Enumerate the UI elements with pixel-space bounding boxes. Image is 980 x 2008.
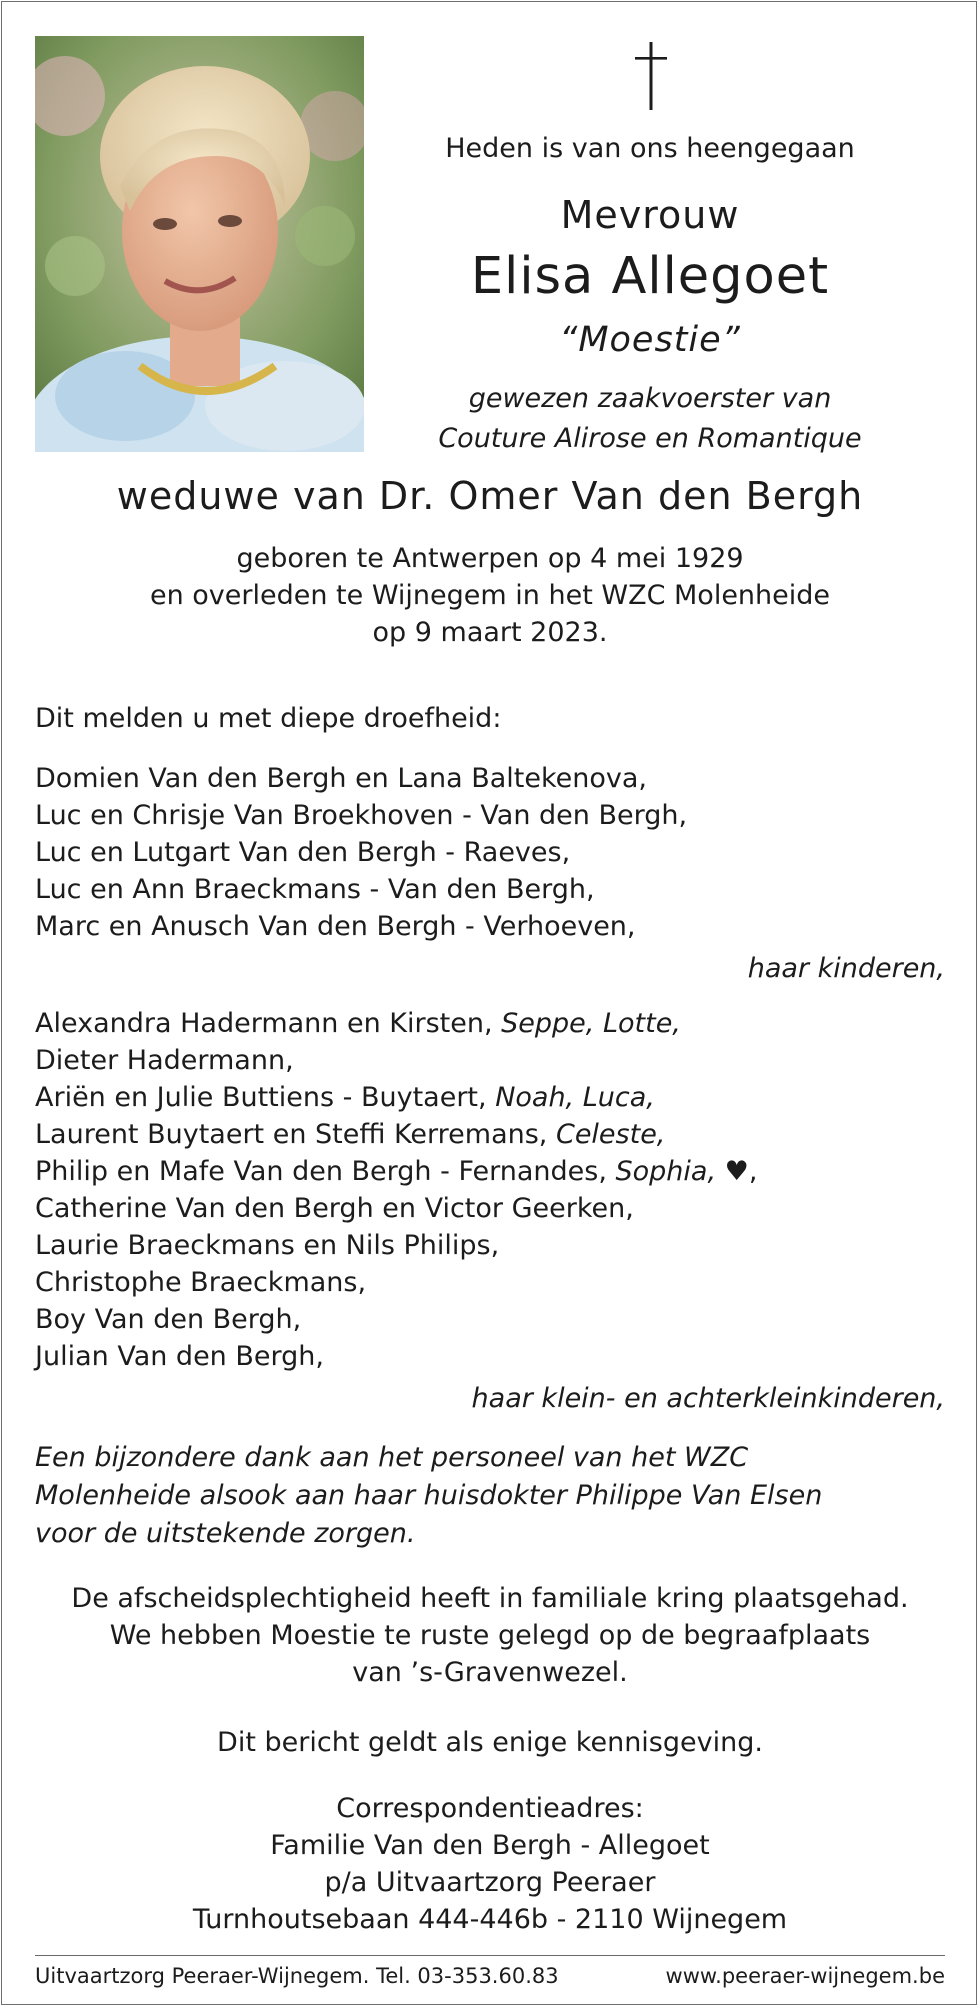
children-line: Luc en Lutgart Van den Bergh - Raeves, [35,837,571,868]
notice-text: Dit bericht geldt als enige kennisgeving. [217,1727,763,1758]
widow-line: weduwe van Dr. Omer Van den Bergh [116,474,864,518]
children-label: haar kinderen, [747,953,945,984]
grandchildren-line: Dieter Hadermann, [35,1045,294,1076]
correspondence-heading: Correspondentieadres: [336,1793,644,1824]
occupation-line-1: gewezen zaakvoerster van [468,383,832,414]
grandchildren-line: Alexandra Hadermann en Kirsten, Seppe, Lotte, [35,1008,681,1039]
birth-line-2: en overleden te Wijnegem in het WZC Molenheide [149,580,831,611]
correspondence-address: Turnhoutsebaan 444-446b - 2110 Wijnegem [192,1904,788,1935]
grandchildren-line: Philip en Mafe Van den Bergh - Fernandes, Sophia, ♥, [35,1156,758,1187]
children-line: Luc en Chrisje Van Broekhoven - Van den Bergh, [35,800,688,831]
ceremony-line: van ’s-Gravenwezel. [352,1657,628,1688]
footer-divider [35,1955,945,1956]
intro-text: Heden is van ons heengegaan [445,133,855,164]
children-line: Luc en Ann Braeckmans - Van den Bergh, [35,874,595,905]
grandchildren-line: Boy Van den Bergh, [35,1304,302,1335]
footer-website-link[interactable]: www.peeraer-wijnegem.be [665,1964,945,1988]
grandchildren-label: haar klein- en achterkleinkinderen, [471,1383,945,1414]
grandchildren-line: Catherine Van den Bergh en Victor Geerken, [35,1193,634,1224]
grandchildren-line: Ariën en Julie Buttiens - Buytaert, Noah, Luca, [35,1082,655,1113]
grandchildren-line: Laurent Buytaert en Steffi Kerremans, Celeste, [35,1119,666,1150]
birth-line-1: geboren te Antwerpen op 4 mei 1929 [236,543,744,574]
cross-icon [633,42,669,110]
ceremony-line: We hebben Moestie te ruste gelegd op de begraafplaats [109,1620,871,1651]
footer-contact: Uitvaartzorg Peeraer-Wijnegem. Tel. 03-353.60.83 [35,1964,559,1988]
ceremony-line: De afscheidsplechtigheid heeft in familiale kring plaatsgehad. [71,1583,909,1614]
grandchildren-line: Julian Van den Bergh, [35,1341,324,1372]
correspondence-line: Familie Van den Bergh - Allegoet [270,1830,710,1861]
deceased-name: Elisa Allegoet [470,247,830,306]
children-line: Domien Van den Bergh en Lana Baltekenova, [35,763,647,794]
thanks-paragraph: Een bijzondere dank aan het personeel van het WZC Molenheide alsook aan haar huisdokter Philippe Van Elsen voor de uitstekende zorgen. [35,1442,823,1549]
nickname: “Moestie” [559,320,741,360]
heart-icon: ♥, [716,1156,758,1187]
announce-text: Dit melden u met diepe droefheid: [35,703,502,734]
occupation-line-2: Couture Alirose en Romantique [438,423,862,454]
birth-line-3: op 9 maart 2023. [372,617,608,648]
salutation: Mevrouw [560,193,740,237]
grandchildren-line: Christophe Braeckmans, [35,1267,367,1298]
correspondence-line: p/a Uitvaartzorg Peeraer [324,1867,656,1898]
children-line: Marc en Anusch Van den Bergh - Verhoeven, [35,911,636,942]
portrait-photo [35,36,364,452]
grandchildren-line: Laurie Braeckmans en Nils Philips, [35,1230,500,1261]
